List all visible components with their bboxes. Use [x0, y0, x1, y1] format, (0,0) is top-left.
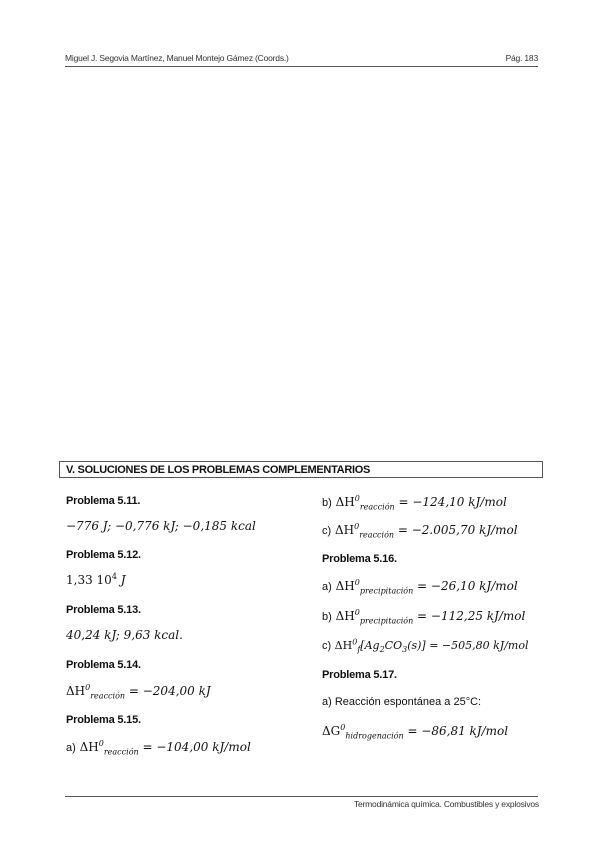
problem-5-11-title: Problema 5.11. [66, 495, 141, 507]
subscript: hidrogenación [345, 731, 404, 741]
problem-5-17-answer [322, 723, 509, 741]
delta-h-symbol: ΔH [66, 684, 86, 698]
delta-h-symbol: ΔH [79, 740, 99, 754]
superscript: 0 [354, 522, 360, 531]
answer-value: = −86,81 kJ/mol [403, 724, 509, 738]
superscript: 0 [98, 739, 104, 748]
problem-5-14-answer [66, 683, 211, 701]
answer-exponent: 4 [111, 572, 117, 581]
answer-value: = −104,00 kJ/mol [138, 740, 251, 754]
superscript: 0 [354, 608, 360, 617]
subscript: precipitación [359, 586, 414, 596]
header-authors: Miguel J. Segovia Martínez, Manuel Montejo Gámez (Coords.) [65, 53, 289, 63]
superscript: 0 [354, 494, 360, 503]
subscript: reacción [90, 691, 126, 701]
answer-value: = −26,10 kJ/mol [413, 579, 518, 593]
problem-5-12-title: Problema 5.12. [66, 549, 141, 561]
answer-value: = −2.005,70 kJ/mol [394, 523, 518, 537]
answer-value: = −124,10 kJ/mol [394, 495, 507, 509]
subscript: reacción [359, 502, 395, 512]
problem-5-15-title: Problema 5.15. [66, 714, 141, 726]
problem-5-16a-answer [322, 578, 518, 596]
superscript: 0 [354, 578, 360, 587]
answer-value: = −112,25 kJ/mol [413, 609, 526, 623]
answer-value: = −204,00 kJ [125, 684, 211, 698]
delta-g-symbol: ΔG [322, 724, 341, 738]
delta-h-symbol: ΔH [334, 639, 353, 652]
problem-5-17a-text: a) Reacción espontánea a 25°C: [322, 696, 482, 708]
problem-5-11-answer: −776 J; −0,776 kJ; −0,185 kcal [66, 519, 256, 533]
item-label: a) [322, 581, 332, 593]
item-label: c) [322, 640, 332, 652]
item-label: b) [322, 611, 332, 623]
subscript: precipitación [359, 616, 414, 626]
problem-5-16-title: Problema 5.16. [322, 553, 397, 565]
section-heading-box [59, 461, 543, 478]
header-divider [65, 66, 538, 67]
formula-part: [Ag [360, 639, 380, 652]
subscript: 3 [402, 645, 408, 655]
problem-5-13-answer: 40,24 kJ; 9,63 kcal. [66, 628, 183, 642]
subscript: reacción [103, 747, 139, 757]
page-header [65, 53, 538, 63]
problem-5-14-title: Problema 5.14. [66, 659, 141, 671]
footer-divider [65, 796, 538, 797]
delta-h-symbol: ΔH [335, 495, 355, 509]
delta-h-symbol: ΔH [335, 579, 355, 593]
page-footer: Termodinámica química. Combustibles y explosivos [353, 799, 539, 809]
problem-5-13-title: Problema 5.13. [66, 604, 141, 616]
answer-base: 1,33 10 [66, 573, 112, 587]
superscript: 0 [352, 637, 358, 647]
problem-5-16b-answer [322, 608, 526, 626]
problem-5-12-answer [66, 573, 126, 587]
answer-unit: J [120, 573, 126, 587]
subscript: 2 [379, 645, 385, 655]
delta-h-symbol: ΔH [335, 523, 355, 537]
item-label: b) [322, 497, 332, 509]
formula-part: CO [384, 639, 403, 652]
problem-5-16c-answer [322, 637, 529, 655]
problem-5-15b-answer [322, 494, 507, 512]
item-label: c) [322, 525, 332, 537]
page-number: Pág. 183 [505, 53, 538, 63]
problem-5-17-title: Problema 5.17. [322, 669, 397, 681]
superscript: 0 [85, 683, 91, 692]
problem-5-15a-answer [66, 739, 251, 757]
subscript: reacción [359, 530, 395, 540]
subscript: f [357, 645, 361, 655]
item-label: a) [66, 742, 76, 754]
answer-value: (s)] = −505,80 kJ/mol [407, 639, 529, 652]
problem-5-15c-answer [322, 522, 518, 540]
superscript: 0 [340, 723, 346, 732]
section-title: V. SOLUCIONES DE LOS PROBLEMAS COMPLEMENTARIOS [66, 464, 371, 476]
delta-h-symbol: ΔH [335, 609, 355, 623]
